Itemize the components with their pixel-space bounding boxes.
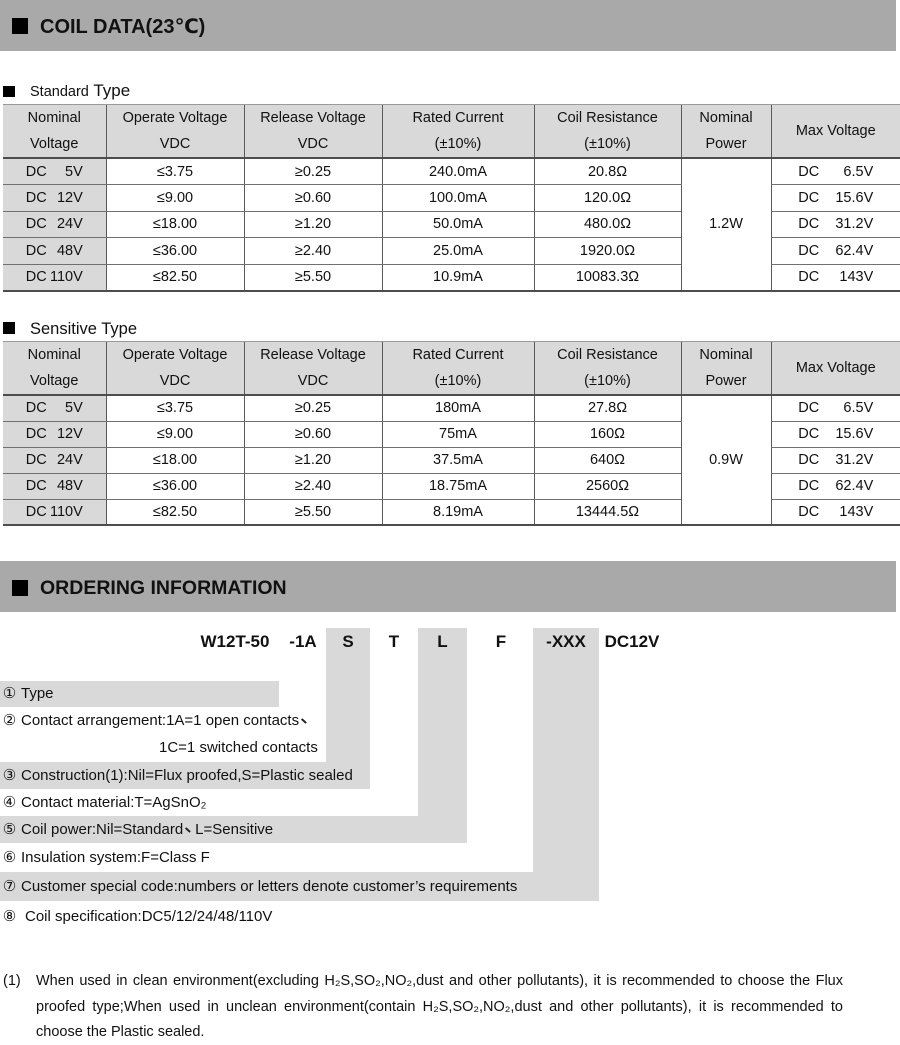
rated-current-cell: 240.0mA	[382, 158, 534, 185]
item-text: 1C=1 switched contacts	[159, 739, 318, 756]
coil-resistance-cell: 20.8Ω	[534, 158, 681, 185]
header-line: Release Voltage	[245, 105, 382, 131]
header-line: VDC	[107, 368, 244, 394]
header-line: Voltage	[3, 368, 106, 394]
item-text: Coil power:Nil=Standard L=Sensitive	[21, 821, 273, 838]
max-voltage-cell	[771, 211, 900, 238]
col-header-operate-voltage	[106, 342, 244, 396]
voltage-value: 48V	[47, 242, 83, 260]
voltage-value: 24V	[47, 215, 83, 233]
voltage-value: 31.2V	[819, 451, 873, 469]
max-voltage	[798, 477, 873, 495]
voltage-value: 15.6V	[819, 425, 873, 443]
header-row	[3, 105, 900, 159]
voltage-prefix: DC	[798, 399, 819, 417]
code-part-contact-arrangement: -1A	[283, 630, 323, 654]
square-bullet-icon	[12, 580, 28, 596]
header-line: VDC	[245, 368, 382, 394]
voltage-prefix: DC	[798, 268, 819, 286]
col-header-operate-voltage	[106, 105, 244, 159]
ideographic-comma	[299, 715, 311, 725]
max-voltage	[798, 268, 873, 286]
ideographic-comma	[183, 824, 195, 834]
max-voltage-cell	[771, 473, 900, 499]
nominal-voltage	[26, 163, 83, 181]
item-text: Construction(1):Nil=Flux proofed,S=Plastic sealed	[21, 767, 353, 784]
nominal-voltage-cell	[3, 238, 106, 265]
max-voltage	[798, 242, 873, 260]
footnote-line: proofed type;When used in unclean environment(contain H₂S,SO₂,NO₂,dust and other pollutants), it is recommended to	[36, 994, 843, 1020]
nominal-voltage	[26, 451, 83, 469]
max-voltage	[798, 215, 873, 233]
nominal-voltage-cell	[3, 499, 106, 525]
release-voltage-cell: ≥2.40	[244, 238, 382, 265]
release-voltage-cell: ≥5.50	[244, 499, 382, 525]
rated-current-cell: 8.19mA	[382, 499, 534, 525]
header-line: Release Voltage	[245, 342, 382, 368]
col-header-max-voltage	[771, 105, 900, 159]
nominal-voltage	[26, 399, 83, 417]
label-standard: Standard	[30, 84, 89, 100]
header-line: (±10%)	[535, 131, 681, 157]
voltage-prefix: DC	[798, 242, 819, 260]
coil-resistance-cell: 27.8Ω	[534, 395, 681, 421]
coil-resistance-cell: 10083.3Ω	[534, 264, 681, 291]
max-voltage-cell	[771, 395, 900, 421]
header-line: VDC	[107, 131, 244, 157]
voltage-value: 6.5V	[819, 399, 873, 417]
max-voltage-cell	[771, 264, 900, 291]
max-voltage	[798, 425, 873, 443]
voltage-prefix: DC	[26, 242, 47, 260]
nominal-voltage-cell	[3, 211, 106, 238]
item-text: Type	[21, 685, 54, 702]
label-sensitive-type: Sensitive Type	[30, 320, 137, 338]
coil-data-banner	[0, 0, 896, 51]
coil-resistance-cell: 640Ω	[534, 447, 681, 473]
coil-resistance-cell: 13444.5Ω	[534, 499, 681, 525]
header-line: Nominal	[682, 342, 771, 368]
header-line: Coil Resistance	[535, 342, 681, 368]
col-header-nominal-power	[681, 342, 771, 396]
voltage-value: 15.6V	[819, 189, 873, 207]
rated-current-cell: 100.0mA	[382, 185, 534, 212]
rated-current-cell: 37.5mA	[382, 447, 534, 473]
header-line: Nominal	[682, 105, 771, 131]
header-line: Power	[682, 368, 771, 394]
code-part-special-code: -XXX	[533, 630, 599, 654]
operate-voltage-cell: ≤3.75	[106, 158, 244, 185]
nominal-voltage	[26, 503, 83, 521]
header-line: (±10%)	[535, 368, 681, 394]
max-voltage-cell	[771, 421, 900, 447]
operate-voltage-cell: ≤9.00	[106, 421, 244, 447]
item-marker: ①	[2, 681, 17, 707]
header-line: Power	[682, 131, 771, 157]
voltage-value: 5V	[47, 399, 83, 417]
code-part-insulation: F	[481, 630, 521, 654]
voltage-value: 110V	[47, 503, 83, 521]
nominal-voltage-cell	[3, 395, 106, 421]
rated-current-cell: 180mA	[382, 395, 534, 421]
sensitive-coil-table	[3, 341, 900, 526]
col-header-rated-current	[382, 105, 534, 159]
header-line: VDC	[245, 131, 382, 157]
rated-current-cell: 75mA	[382, 421, 534, 447]
nominal-power-cell: 1.2W	[681, 158, 771, 291]
header-line: Rated Current	[383, 105, 534, 131]
standard-type-label	[30, 80, 130, 102]
header-line: Nominal	[3, 342, 106, 368]
release-voltage-cell: ≥0.25	[244, 395, 382, 421]
square-bullet-icon	[3, 322, 15, 334]
voltage-value: 6.5V	[819, 163, 873, 181]
item-marker: ⑧	[2, 903, 17, 930]
voltage-value: 31.2V	[819, 215, 873, 233]
ordering-item-type	[0, 681, 279, 707]
rated-current-cell: 18.75mA	[382, 473, 534, 499]
label-type: Type	[93, 81, 130, 100]
coil-resistance-cell: 120.0Ω	[534, 185, 681, 212]
nominal-power-cell: 0.9W	[681, 395, 771, 525]
table-row	[3, 158, 900, 185]
ordering-item-coil-power	[0, 816, 467, 843]
max-voltage-cell	[771, 238, 900, 265]
table-row	[3, 395, 900, 421]
col-header-nominal-voltage	[3, 105, 106, 159]
nominal-voltage	[26, 242, 83, 260]
footnote-marker: (1)	[3, 968, 21, 994]
nominal-voltage-cell	[3, 447, 106, 473]
nominal-voltage	[26, 215, 83, 233]
nominal-voltage	[26, 189, 83, 207]
section-title: COIL DATA(23℃)	[40, 2, 205, 53]
release-voltage-cell: ≥0.60	[244, 185, 382, 212]
nominal-voltage	[26, 268, 83, 286]
voltage-prefix: DC	[798, 189, 819, 207]
header-line: Max Voltage	[772, 118, 900, 144]
ordering-information-banner	[0, 561, 896, 612]
code-column-bar-special-code	[533, 628, 599, 901]
voltage-value: 143V	[819, 268, 873, 286]
voltage-value: 24V	[47, 451, 83, 469]
voltage-value: 12V	[47, 425, 83, 443]
release-voltage-cell: ≥2.40	[244, 473, 382, 499]
col-header-release-voltage	[244, 342, 382, 396]
item-marker: ②	[2, 707, 17, 734]
operate-voltage-cell: ≤82.50	[106, 499, 244, 525]
code-part-coil-spec: DC12V	[601, 630, 663, 654]
voltage-value: 12V	[47, 189, 83, 207]
rated-current-cell: 10.9mA	[382, 264, 534, 291]
max-voltage	[798, 451, 873, 469]
release-voltage-cell: ≥5.50	[244, 264, 382, 291]
operate-voltage-cell: ≤9.00	[106, 185, 244, 212]
nominal-voltage	[26, 477, 83, 495]
voltage-prefix: DC	[798, 425, 819, 443]
item-text: Contact arrangement:1A=1 open contacts	[21, 712, 311, 729]
square-bullet-icon	[12, 18, 28, 34]
release-voltage-cell: ≥1.20	[244, 211, 382, 238]
code-part-coil-power: L	[418, 630, 467, 654]
ordering-item-insulation	[0, 843, 533, 872]
voltage-prefix: DC	[26, 451, 47, 469]
nominal-voltage-cell	[3, 158, 106, 185]
voltage-value: 5V	[47, 163, 83, 181]
max-voltage-cell	[771, 158, 900, 185]
voltage-value: 62.4V	[819, 242, 873, 260]
square-bullet-icon	[3, 86, 15, 97]
release-voltage-cell: ≥0.60	[244, 421, 382, 447]
operate-voltage-cell: ≤36.00	[106, 473, 244, 499]
ordering-item-construction	[0, 762, 370, 789]
item-marker: ③	[2, 762, 17, 789]
header-line: Voltage	[3, 131, 106, 157]
voltage-prefix: DC	[26, 189, 47, 207]
nominal-voltage-cell	[3, 264, 106, 291]
max-voltage	[798, 189, 873, 207]
max-voltage	[798, 399, 873, 417]
coil-resistance-cell: 1920.0Ω	[534, 238, 681, 265]
header-line: Max Voltage	[772, 355, 900, 381]
voltage-value: 110V	[47, 268, 83, 286]
col-header-coil-resistance	[534, 105, 681, 159]
ordering-item-contact-material	[0, 789, 418, 816]
item-marker: ⑥	[2, 843, 17, 872]
item-marker: ⑤	[2, 816, 17, 843]
item-text: Customer special code:numbers or letters denote customer’s requirements	[21, 878, 517, 895]
section-title: ORDERING INFORMATION	[40, 563, 287, 614]
item-text: Insulation system:F=Class F	[21, 849, 210, 866]
nominal-voltage-cell	[3, 473, 106, 499]
header-line: (±10%)	[383, 368, 534, 394]
nominal-voltage-cell	[3, 421, 106, 447]
ordering-item-coil-spec	[0, 903, 272, 930]
nominal-voltage-cell	[3, 185, 106, 212]
max-voltage	[798, 163, 873, 181]
voltage-prefix: DC	[26, 268, 47, 286]
header-line: Rated Current	[383, 342, 534, 368]
operate-voltage-cell: ≤18.00	[106, 447, 244, 473]
col-header-nominal-power	[681, 105, 771, 159]
standard-coil-table	[3, 104, 900, 292]
rated-current-cell: 25.0mA	[382, 238, 534, 265]
ordering-item-contact-arrangement-continuation	[157, 734, 318, 762]
release-voltage-cell: ≥1.20	[244, 447, 382, 473]
voltage-prefix: DC	[26, 215, 47, 233]
voltage-prefix: DC	[798, 503, 819, 521]
header-row	[3, 342, 900, 396]
footnote-line: choose the Plastic sealed.	[36, 1019, 843, 1045]
header-line: Operate Voltage	[107, 342, 244, 368]
max-voltage-cell	[771, 447, 900, 473]
header-line: Operate Voltage	[107, 105, 244, 131]
voltage-prefix: DC	[798, 215, 819, 233]
item-text: Coil specification:DC5/12/24/48/110V	[25, 908, 272, 925]
nominal-voltage	[26, 425, 83, 443]
header-line: Coil Resistance	[535, 105, 681, 131]
code-part-construction: S	[326, 630, 370, 654]
operate-voltage-cell: ≤18.00	[106, 211, 244, 238]
code-part-type: W12T-50	[195, 630, 275, 654]
coil-resistance-cell: 2560Ω	[534, 473, 681, 499]
voltage-prefix: DC	[26, 163, 47, 181]
voltage-prefix: DC	[26, 477, 47, 495]
col-header-coil-resistance	[534, 342, 681, 396]
release-voltage-cell: ≥0.25	[244, 158, 382, 185]
sensitive-type-label	[30, 318, 137, 340]
ordering-item-special-code	[0, 872, 599, 901]
coil-resistance-cell: 480.0Ω	[534, 211, 681, 238]
operate-voltage-cell: ≤3.75	[106, 395, 244, 421]
header-line: (±10%)	[383, 131, 534, 157]
rated-current-cell: 50.0mA	[382, 211, 534, 238]
voltage-value: 143V	[819, 503, 873, 521]
operate-voltage-cell: ≤36.00	[106, 238, 244, 265]
coil-resistance-cell: 160Ω	[534, 421, 681, 447]
voltage-prefix: DC	[26, 399, 47, 417]
operate-voltage-cell: ≤82.50	[106, 264, 244, 291]
voltage-prefix: DC	[798, 163, 819, 181]
footnote-line: When used in clean environment(excluding H₂S,SO₂,NO₂,dust and other pollutants), it is recommended to choose the Flux	[36, 968, 843, 994]
max-voltage	[798, 503, 873, 521]
item-marker: ④	[2, 789, 17, 816]
col-header-rated-current	[382, 342, 534, 396]
code-part-contact-material: T	[374, 630, 414, 654]
voltage-prefix: DC	[26, 425, 47, 443]
header-line: Nominal	[3, 105, 106, 131]
max-voltage-cell	[771, 185, 900, 212]
code-column-bar-coil-power	[418, 628, 467, 843]
voltage-prefix: DC	[26, 503, 47, 521]
col-header-nominal-voltage	[3, 342, 106, 396]
max-voltage-cell	[771, 499, 900, 525]
ordering-item-contact-arrangement	[0, 707, 326, 734]
voltage-value: 48V	[47, 477, 83, 495]
voltage-prefix: DC	[798, 451, 819, 469]
voltage-value: 62.4V	[819, 477, 873, 495]
voltage-prefix: DC	[798, 477, 819, 495]
item-marker: ⑦	[2, 872, 17, 901]
item-text: Contact material:T=AgSnO₂	[21, 794, 207, 811]
col-header-max-voltage	[771, 342, 900, 396]
col-header-release-voltage	[244, 105, 382, 159]
